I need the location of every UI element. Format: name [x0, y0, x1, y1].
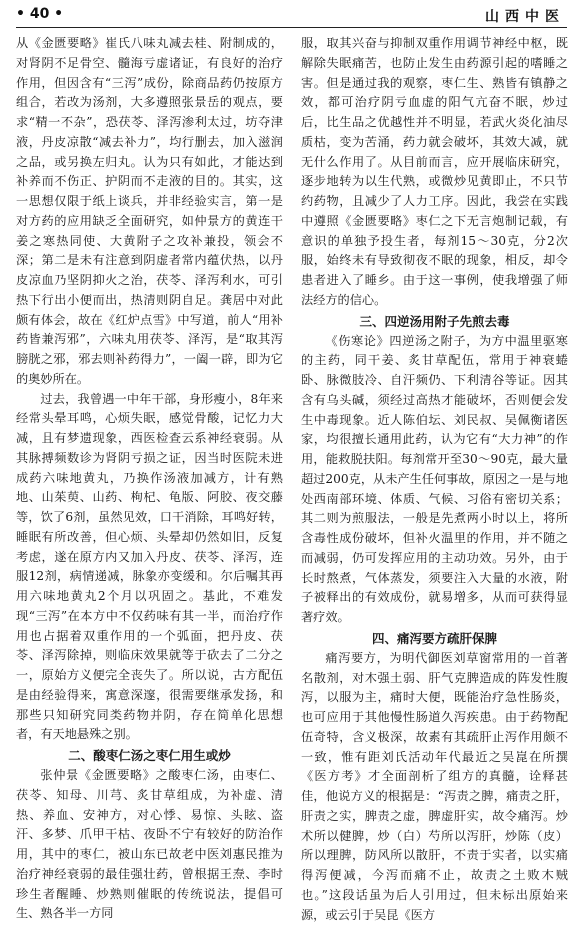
section-heading: 三、四逆汤用附子先煎去毒 [359, 313, 510, 329]
paragraph: 张仲景《金匮要略》之酸枣仁汤，由枣仁、茯苓、知母、川芎、炙甘草组成，为补虚、清热、养血、安神方，对心悸、易惊、头眩、盗汗、多梦、爪甲干枯、夜卧不宁有较好的防治作用，其中的枣仁，被山东已故老中医刘惠民推为治疗神经衰弱的最佳强壮药，曾根据王焘、李时珍生者醒睡、炒熟则催眠的传统说法，提倡可生、熟各半一方同 [16, 768, 283, 921]
paragraph: 过去，我曾遇一中年干部，身形瘦小，8年来经常头晕耳鸣，心烦失眠，感觉骨酸，记忆力大减，且有梦遗现象，西医检查云系神经衰弱。从其脉搏频数诊为肾阴亏损之证，因当时医院未进成药六味地黄丸，乃换作汤液加减方，计有熟地、山茱萸、山药、枸杞、龟版、阿胶、夜交藤等，饮了6剂，虽然见效，口干消除，耳鸣好转，睡眠有所改善，但心烦、头晕却仍然如旧，反复考虑，遂在原方内又加入丹皮、茯苓、泽泻，连服12剂，病情递减，脉象亦变缓和。尔后嘱其再用六味地黄丸2个月以巩固之。基此，不难发现“三泻”在本方中不仅药味有其一半，而治疗作用也占据着双重作用的一个弧面，把丹皮、茯苓、泽泻除掉，则临床效果就等于砍去了二分之一，原始方义便完全丧失了。所以说，古方配伍是由经验得来，寓意深邃，很需要继承发扬，和那些只知研究同类药物并阴，存在简单化思想者，有天地悬殊之别。 [16, 391, 283, 742]
paragraph: 《伤寒论》四逆汤之附子，为方中温里驱寒的主药，同干姜、炙甘草配伍，常用于神衰蜷卧、脉微肢冷、自汗频仍、下利清谷等证。因其含有乌头碱，须经过高热才能破坏，否则便会发生中毒现象。近人陈伯坛、刘民叔、吴佩衡诸医家，均很擅长通用此药，认为它有“大力神”的作用，能救脱扶阳。每剂常开至30～90克，最大量超过200克，从未产生任何事故，原因之一是与地处西南部环境、体质、气候、习俗有密切关系；其二则为煎服法，一般是先煮两小时以上，将所含毒性成份破坏，但补火温里的作用，并不随之而减弱，仍可发挥应用的主动功效。另外，由于长时熬煮，气体蒸发，须要注入大量的水液，附子被释出的有效成份，就易增多，从而可获得显著疗效。 [301, 333, 569, 624]
paragraph: 从《金匮要略》崔氏八味丸减去桂、附制成的，对肾阴不足骨空、髓海亏虚诸证，有良好的治疗作用，但因含有“三泻”成份，除商品药仍按原方组合，若改为汤剂，大多遵照张景岳的观点，要求“精一不杂”，恐茯苓、泽泻渗利太过，坊夺津液，丹皮凉散“减去补力”，均行删去，加入滋润之品，或另换左归丸。认为只有如此，才能达到补养而不伤正、护阴而不走液的目的。其实，这一思想仅限于纸上谈兵，并非经验实言，第一是对方药的应用缺乏全面研究，如仲景方的黄连干姜之寒热同使、大黄附子之攻补兼投，领会不深；第二是未有注意到阴虚者常内蕴伏热，以丹皮凉血乃坚阴抑火之治，茯苓、泽泻利水，可引热下行出小便而出，热清则阴自足。龚居中对此颇有体会，故在《红炉点雪》中写道，前人“用补药皆兼泻邪”，六味丸用茯苓、泽泻，是“取其泻膀胱之邪，邪去则补药得力”，一阖一辟，即为它的奥妙所在。 [16, 36, 283, 386]
page-number: • 40 • [16, 6, 64, 22]
paragraph: 服，取其兴奋与抑制双重作用调节神经中枢，既解除失眠痛苦，也防止发生由药源引起的嗜睡之害。但是通过我的观察，枣仁生、熟皆有镇静之效，都可治疗阴亏血虚的阳气亢奋不眠，炒过后，比生品之优越性并不明显，若武火炎化油尽质枯，变为苦涌，药力就会破坏，其效大减，就无什么作用了。从目前而言，应开展临床研究，逐步地转为以生代熟，或微炒见黄即止，不只节约药物，且减少了人力工序。因此，我尝在实践中遵照《金匮要略》枣仁之下无言炮制记载，有意识的单独予投生者，每剂15～30克，分2次服，始终未有导致彻夜不眠的现象，相反，却令患者进入了睡乡。由于这一事例，使我增强了师法经方的信心。 [301, 36, 568, 307]
left-column [16, 34, 283, 924]
paragraph: 痛泻要方，为明代御医刘草窗常用的一首著名散剂，对木强土弱、肝气克脾造成的阵发性腹泻，以服为主，痛时大便，既能治疗急性肠炎，也可应用于其他慢性肠道久泻疾患。由于药物配伍奇特，含义极深，故素有其疏肝止泻作用颇不一致，惟有距刘氏活动年代最近之吴崑在所撰《医方考》才全面剖析了组方的真髓，诠释甚佳，他说方义的根据是：“泻责之脾，痛责之肝，肝责之实，脾责之虚，脾虚肝实，故令痛泻。炒术所以健脾，炒（白）芍所以泻肝，炒陈（皮）所以理脾，防风所以散肝，不责于实者，以实痛得泻便减，今泻而痛不止，故责之土败木贼也。”这段话虽为后人引用过，但未标出原始来源，或云引于吴昆《医方 [301, 650, 568, 922]
right-column [301, 34, 568, 925]
header-rule [16, 27, 567, 28]
journal-title: 山西中医 [485, 9, 565, 25]
section-heading: 二、酸枣仁汤之枣仁用生或炒 [68, 748, 231, 763]
section-heading: 四、痛泻要方疏肝保脾 [371, 630, 497, 646]
